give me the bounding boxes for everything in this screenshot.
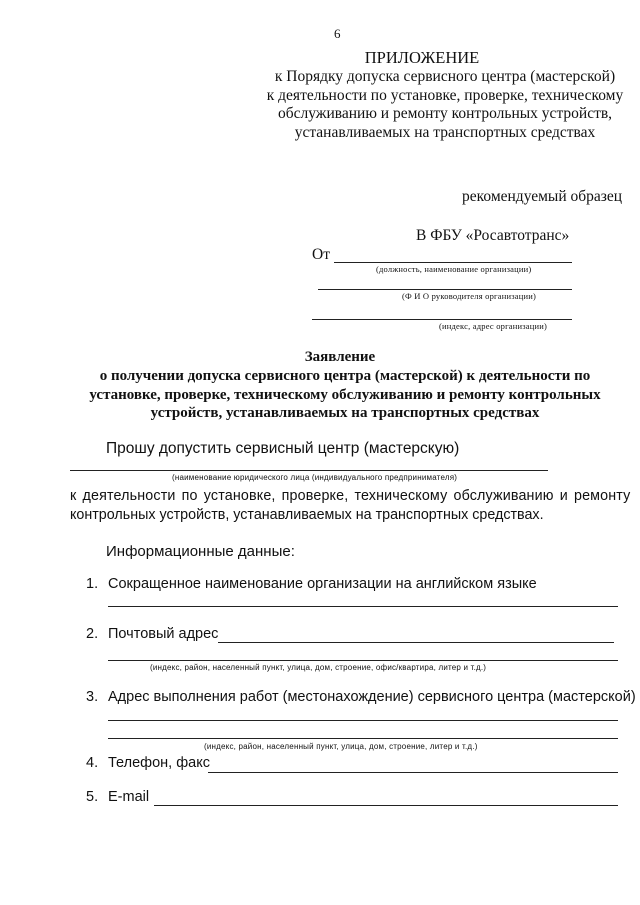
from-label: От (312, 246, 330, 263)
application-heading: Заявление (304, 349, 376, 365)
work-address-label: Адрес выполнения работ (местонахождение) сервисного центра (мастерской) (108, 689, 636, 705)
request-continuation: к деятельности по установке, проверке, техническому обслуживанию и ремонту (70, 488, 631, 504)
email-label: E-mail (108, 789, 150, 805)
address-field-line[interactable] (312, 319, 572, 320)
info-item-number: 4. (86, 755, 99, 771)
page-number: 6 (334, 26, 341, 41)
organization-name-caption: (наименование юридического лица (индивидуального предпринимателя) (172, 473, 458, 482)
director-caption: (Ф И О руководителя организации) (402, 291, 536, 301)
application-title-line: установке, проверке, техническому обслуживанию и ремонту контрольных (89, 387, 601, 403)
info-heading: Информационные данные: (106, 543, 295, 560)
addressee-to: В ФБУ «Росавтотранс» (416, 227, 570, 244)
from-field-line[interactable] (334, 262, 572, 263)
info-item-number: 1. (86, 576, 99, 592)
english-name-label: Сокращенное наименование организации на английском языке (108, 576, 537, 592)
application-title-line: о получении допуска сервисного центра (мастерской) к деятельности по (99, 368, 591, 384)
from-caption-position: (должность, наименование организации) (376, 264, 532, 274)
application-title-line: устройств, устанавливаемых на транспортных средствах (150, 405, 540, 421)
request-text: Прошу допустить сервисный центр (мастерскую) (106, 440, 460, 457)
appendix-line: к деятельности по установке, проверке, техническому (266, 86, 624, 104)
organization-name-line[interactable] (70, 470, 548, 471)
phone-fax-field-line[interactable] (208, 772, 618, 773)
phone-fax-label: Телефон, факс (108, 755, 210, 771)
address-caption: (индекс, адрес организации) (439, 321, 548, 331)
appendix-heading: ПРИЛОЖЕНИЕ (364, 48, 480, 67)
appendix-block (250, 48, 640, 142)
email-field-line[interactable] (154, 805, 618, 806)
postal-address-field-line-2[interactable] (108, 660, 618, 661)
appendix-line: обслуживанию и ремонту контрольных устройств, (277, 105, 613, 122)
director-field-line[interactable] (318, 289, 572, 290)
work-address-field-line-2[interactable] (108, 738, 618, 739)
appendix-line: устанавливаемых на транспортных средствах (294, 123, 596, 141)
info-item-number: 5. (86, 789, 99, 805)
info-item-number: 2. (86, 626, 99, 642)
work-address-field-line[interactable] (108, 720, 618, 721)
work-address-caption: (индекс, район, населенный пункт, улица, дом, строение, литер и т.д.) (204, 742, 478, 751)
english-name-field-line[interactable] (108, 606, 618, 607)
postal-address-label: Почтовый адрес (108, 626, 219, 642)
appendix-line: к Порядку допуска сервисного центра (мастерской) (274, 68, 616, 85)
postal-address-caption: (индекс, район, населенный пункт, улица, дом, строение, офис/квартира, литер и т.д.) (150, 663, 487, 672)
info-item-number: 3. (86, 689, 99, 705)
sample-note: рекомендуемый образец (462, 188, 623, 205)
postal-address-field-line[interactable] (218, 642, 614, 643)
request-continuation: контрольных устройств, устанавливаемых на транспортных средствах. (70, 507, 544, 523)
